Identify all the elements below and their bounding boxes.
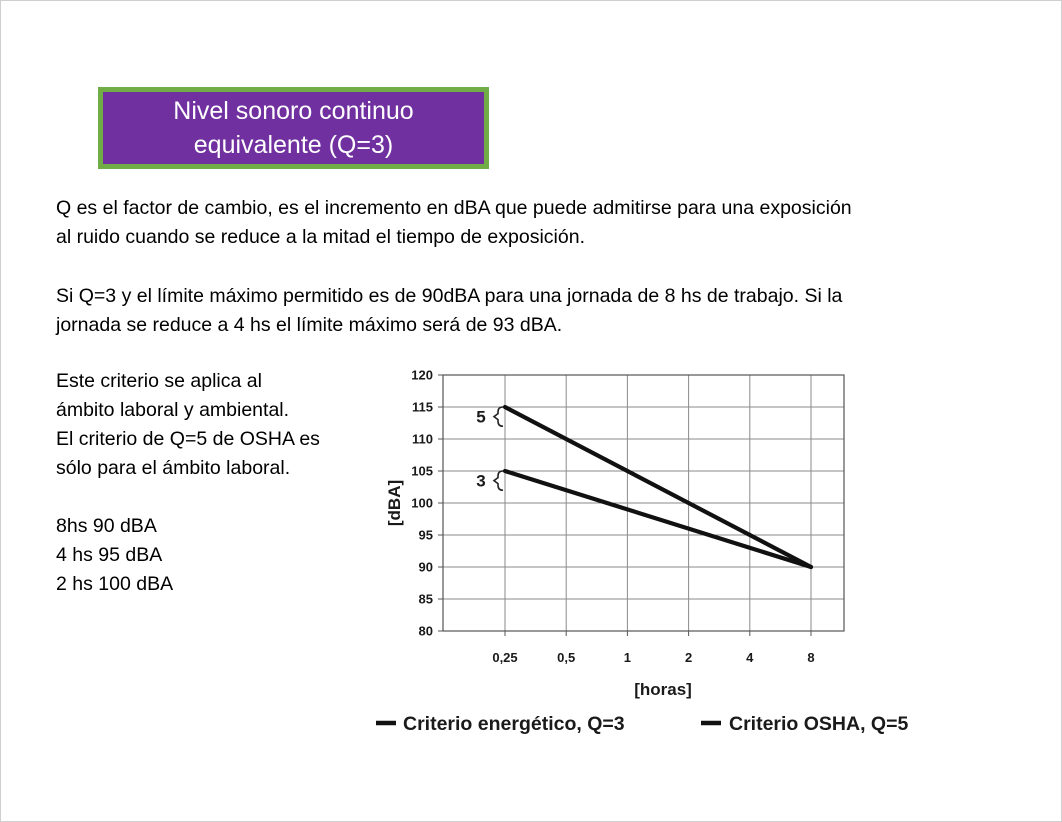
- exposure-item: 8hs 90 dBA: [56, 515, 157, 537]
- chart-axes: [438, 375, 844, 636]
- text-line: Este criterio se aplica al: [56, 370, 262, 392]
- step-label-1: 3: [476, 471, 486, 491]
- x-axis-label: [horas]: [634, 680, 692, 699]
- chart-legend: [376, 713, 908, 735]
- x-tick-label: 0,5: [557, 650, 576, 665]
- x-tick-label: 1: [623, 650, 632, 665]
- x-tick-label: 8: [807, 650, 815, 665]
- chart-series: [505, 407, 811, 567]
- legend-entry-0: Criterio energético, Q=3: [403, 713, 625, 735]
- x-tick-label: 4: [746, 650, 754, 665]
- title-line-2: equivalente (Q=3): [193, 131, 394, 159]
- text-line: sólo para el ámbito laboral.: [56, 457, 291, 479]
- text-line: El criterio de Q=5 de OSHA es: [56, 428, 320, 450]
- y-tick-label: 100: [411, 495, 433, 511]
- y-tick-label: 85: [418, 591, 433, 607]
- exposure-item: 4 hs 95 dBA: [56, 544, 163, 566]
- step-label-0: 5: [476, 407, 486, 427]
- x-tick-label: 2: [684, 650, 693, 665]
- text-line: ámbito laboral y ambiental.: [56, 399, 290, 421]
- x-tick-label: 0,25: [492, 650, 518, 665]
- text-line: Q es el factor de cambio, es el incremento en dBA que puede admitirse para una exposición: [56, 197, 852, 219]
- exposure-item: 2 hs 100 dBA: [56, 573, 174, 595]
- chart-annotations: [476, 407, 503, 491]
- y-tick-label: 110: [412, 431, 433, 447]
- text-line: jornada se reduce a 4 hs el límite máximo será de 93 dBA.: [56, 314, 563, 336]
- y-tick-label: 80: [418, 623, 433, 639]
- legend-entry-1: Criterio OSHA, Q=5: [729, 713, 909, 735]
- text-line: al ruido cuando se reduce a la mitad el tiempo de exposición.: [56, 226, 585, 248]
- y-axis-label: [dBA]: [385, 479, 404, 527]
- y-tick-label: 105: [411, 463, 433, 479]
- step-bracket-1: [494, 471, 503, 490]
- y-tick-label: 95: [418, 527, 433, 543]
- y-tick-label: 115: [412, 399, 433, 415]
- text-line: Si Q=3 y el límite máximo permitido es de 90dBA para una jornada de 8 hs de trabajo. Si la: [56, 285, 843, 307]
- step-bracket-0: [494, 407, 503, 426]
- noise-level-chart: [1, 1, 1061, 821]
- title-line-1: Nivel sonoro continuo: [173, 97, 414, 125]
- y-tick-label: 120: [411, 367, 433, 383]
- chart-grid: [443, 375, 844, 631]
- y-tick-label: 90: [418, 559, 433, 575]
